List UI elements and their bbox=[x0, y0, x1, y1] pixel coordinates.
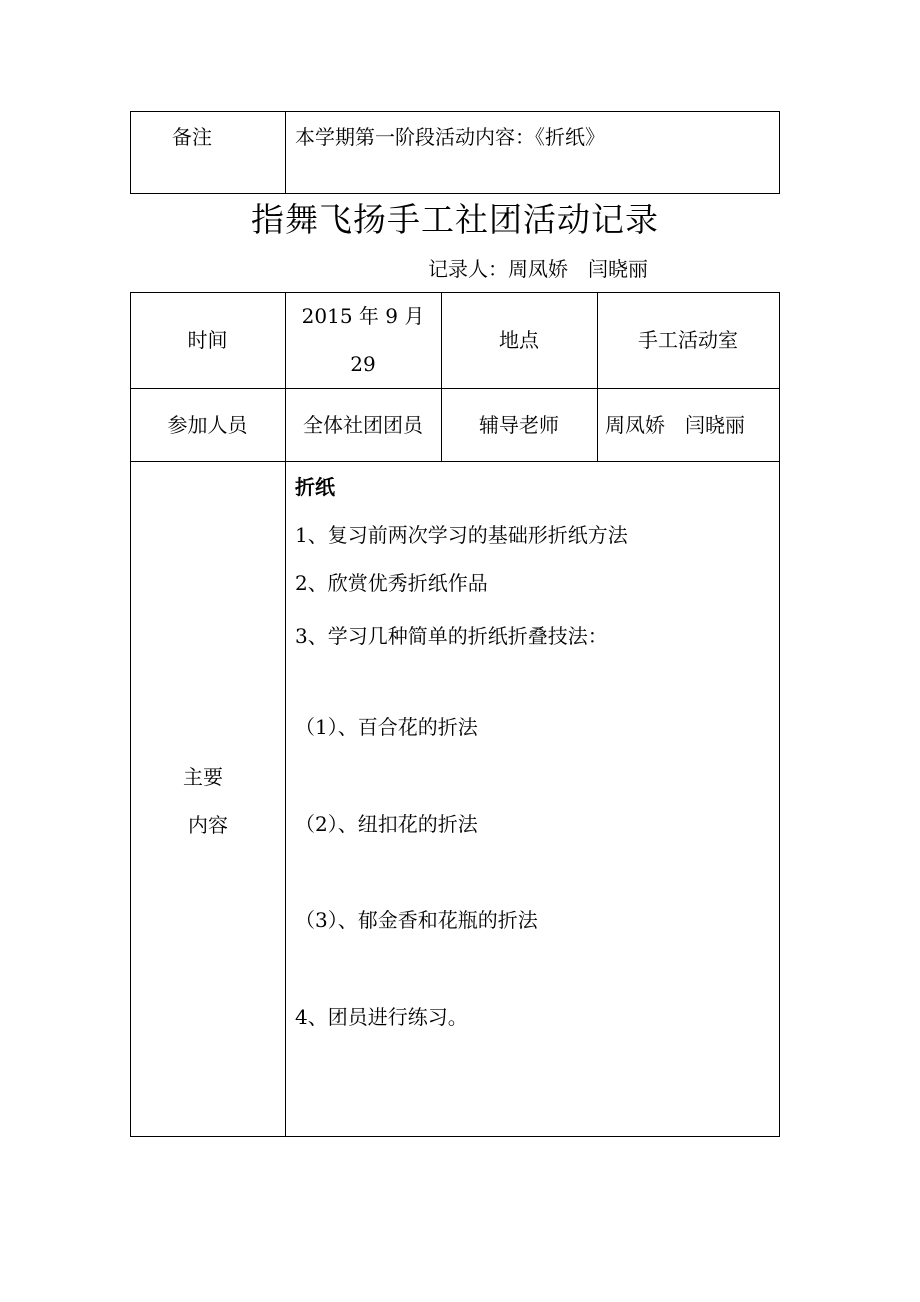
page-title: 指舞飞扬手工社团活动记录 bbox=[251, 200, 659, 239]
content-heading: 折纸 bbox=[295, 475, 335, 499]
table-border bbox=[597, 292, 598, 462]
remark-label: 备注 bbox=[172, 125, 212, 149]
table-border bbox=[130, 461, 780, 462]
content-item: 2、欣赏优秀折纸作品 bbox=[295, 571, 488, 595]
content-label-line2: 内容 bbox=[188, 813, 228, 837]
table-border bbox=[130, 111, 131, 194]
table-border bbox=[130, 111, 780, 112]
recorder-line: 记录人：周凤娇 闫晓丽 bbox=[428, 257, 648, 281]
content-label-line1: 主要 bbox=[183, 765, 223, 789]
content-item: （1）、百合花的折法 bbox=[295, 715, 478, 739]
table-border bbox=[779, 111, 780, 194]
content-item: 4、团员进行练习。 bbox=[295, 1005, 468, 1029]
table-border bbox=[130, 193, 780, 194]
teacher-value: 周凤娇 闫晓丽 bbox=[605, 413, 745, 437]
remark-value: 本学期第一阶段活动内容：《折纸》 bbox=[295, 125, 605, 149]
table-border bbox=[285, 111, 286, 194]
participants-value: 全体社团团员 bbox=[303, 413, 423, 437]
time-value-line1: 2015 年 9 月 bbox=[301, 304, 425, 328]
time-label: 时间 bbox=[187, 328, 228, 352]
content-item: 1、复习前两次学习的基础形折纸方法 bbox=[295, 523, 628, 547]
table-border bbox=[779, 292, 780, 1137]
place-value: 手工活动室 bbox=[638, 328, 738, 352]
place-label: 地点 bbox=[499, 328, 539, 352]
content-item: 3、学习几种简单的折纸折叠技法： bbox=[295, 624, 608, 648]
teacher-label: 辅导老师 bbox=[479, 413, 559, 437]
table-border bbox=[130, 1136, 780, 1137]
table-border bbox=[130, 292, 780, 293]
content-item: （3）、郁金香和花瓶的折法 bbox=[295, 908, 538, 932]
participants-label: 参加人员 bbox=[167, 413, 248, 437]
time-value-line2: 29 bbox=[350, 352, 376, 376]
content-item: （2）、纽扣花的折法 bbox=[295, 812, 478, 836]
table-border bbox=[130, 388, 780, 389]
